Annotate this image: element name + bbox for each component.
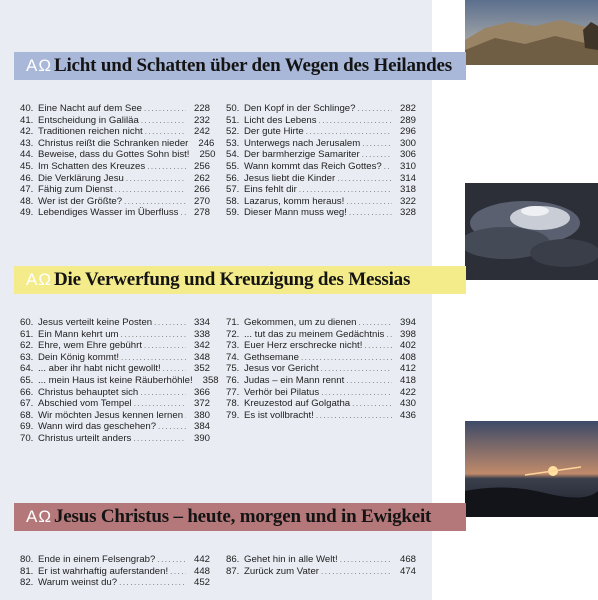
entry-number: 68.	[20, 409, 34, 421]
toc-entry	[20, 103, 226, 115]
entry-number: 67.	[20, 398, 34, 410]
dot-leader	[319, 115, 392, 127]
entry-page: 296	[399, 126, 416, 138]
entry-number: 42.	[20, 126, 34, 138]
entry-number: 80.	[20, 554, 34, 565]
toc-entry	[20, 184, 226, 196]
dot-leader	[133, 433, 186, 445]
toc-entry	[20, 161, 226, 173]
entry-number: 40.	[20, 103, 34, 114]
entry-page: 372	[193, 398, 210, 410]
toc-entry	[20, 115, 226, 127]
entry-title: Dieser Mann muss weg!	[244, 207, 347, 219]
dot-leader	[119, 577, 186, 589]
section-title: Licht und Schatten über den Wegen des Heilandes	[54, 55, 452, 76]
dot-leader	[346, 196, 392, 208]
alpha-omega-icon: AΩ	[26, 507, 53, 526]
toc-entry	[226, 149, 432, 161]
toc-entry	[226, 138, 432, 150]
entry-title: Kreuzestod auf Golgatha	[244, 398, 351, 410]
entry-title: Beweise, dass du Gottes Sohn bist!	[38, 149, 190, 161]
entry-number: 81.	[20, 565, 34, 577]
entry-page: 412	[399, 363, 416, 375]
dot-leader	[121, 329, 186, 341]
toc-entry	[20, 138, 226, 150]
entry-page: 318	[399, 184, 416, 196]
entry-page: 398	[399, 328, 416, 340]
dot-leader	[306, 126, 392, 138]
entry-page: 390	[193, 432, 210, 444]
entry-title: Jesus liebt die Kinder	[244, 172, 336, 184]
section-title: Jesus Christus – heute, morgen und in Ewigkeit	[54, 506, 432, 527]
entry-number: 59.	[226, 207, 240, 219]
dot-leader	[141, 115, 186, 127]
entry-title: Judas – ein Mann rennt	[244, 374, 345, 386]
dot-leader	[321, 566, 392, 578]
dot-leader	[299, 184, 392, 196]
toc-block-2	[20, 317, 432, 445]
entry-number: 57.	[226, 184, 240, 196]
entry-number: 76.	[226, 374, 240, 386]
toc-column-left	[20, 317, 226, 445]
section-banner-2	[14, 266, 466, 294]
section-banner-3	[14, 503, 466, 531]
entry-title: Lazarus, komm heraus!	[244, 195, 345, 207]
entry-number: 48.	[20, 195, 34, 207]
toc-entry	[226, 329, 432, 341]
entry-title: Gekommen, um zu dienen	[244, 317, 357, 328]
dot-leader	[115, 184, 186, 196]
dot-leader	[126, 173, 186, 185]
entry-title: Licht des Lebens	[244, 114, 317, 126]
entry-page: 242	[193, 126, 210, 138]
dot-leader	[362, 138, 392, 150]
entry-number: 86.	[226, 554, 240, 565]
entry-number: 66.	[20, 386, 34, 398]
entry-title: Den Kopf in der Schlinge?	[244, 103, 356, 114]
entry-title: Traditionen reichen nicht	[38, 126, 143, 138]
entry-title: Der barmherzige Samariter	[244, 149, 360, 161]
entry-page: 232	[193, 114, 210, 126]
section-title: Die Verwerfung und Kreuzigung des Messias	[54, 269, 411, 290]
dot-leader	[147, 161, 186, 173]
sunset-sea-photo	[465, 421, 598, 517]
entry-title: Dein König kommt!	[38, 351, 120, 363]
entry-number: 61.	[20, 328, 34, 340]
entry-page: 300	[399, 137, 416, 149]
entry-title: Christus urteilt anders	[38, 432, 132, 444]
entry-page: 334	[193, 317, 210, 328]
entry-page: 342	[193, 340, 210, 352]
entry-number: 70.	[20, 432, 34, 444]
entry-title: ... aber ihr habt nicht gewollt!	[38, 363, 161, 375]
toc-entry	[226, 115, 432, 127]
entry-page: 328	[399, 207, 416, 219]
entry-title: Christus reißt die Schranken nieder	[38, 137, 189, 149]
entry-number: 50.	[226, 103, 240, 114]
toc-entry	[20, 340, 226, 352]
entry-page: 430	[399, 398, 416, 410]
entry-title: Eins fehlt dir	[244, 184, 297, 196]
desert-hills-photo	[465, 0, 598, 65]
toc-entry	[20, 196, 226, 208]
dot-leader	[144, 103, 186, 115]
entry-number: 44.	[20, 149, 34, 161]
dot-leader	[337, 173, 392, 185]
entry-title: Jesus verteilt keine Posten	[38, 317, 153, 328]
dot-leader	[185, 410, 186, 422]
toc-entry	[226, 554, 432, 566]
entry-page: 474	[399, 565, 416, 577]
entry-number: 64.	[20, 363, 34, 375]
toc-entry	[20, 387, 226, 399]
entry-page: 322	[399, 195, 416, 207]
dot-leader	[364, 340, 392, 352]
entry-page: 358	[202, 374, 219, 386]
entry-page: 282	[399, 103, 416, 114]
entry-page: 422	[399, 386, 416, 398]
entry-page: 366	[193, 386, 210, 398]
toc-entry	[226, 398, 432, 410]
toc-entry	[20, 149, 226, 161]
entry-title: Wer ist der Größte?	[38, 195, 123, 207]
toc-entry	[226, 363, 432, 375]
entry-title: Der gute Hirte	[244, 126, 304, 138]
toc-column-right	[226, 554, 432, 589]
entry-number: 78.	[226, 398, 240, 410]
dot-leader	[301, 352, 392, 364]
entry-title: Verhör bei Pilatus	[244, 386, 320, 398]
alpha-omega-icon: AΩ	[26, 56, 53, 75]
entry-title: Im Schatten des Kreuzes	[38, 160, 146, 172]
toc-entry	[20, 375, 226, 387]
entry-number: 69.	[20, 421, 34, 433]
toc-entry	[226, 184, 432, 196]
entry-title: Gethsemane	[244, 351, 299, 363]
entry-number: 56.	[226, 172, 240, 184]
toc-entry	[20, 317, 226, 329]
dot-leader	[144, 340, 186, 352]
entry-title: Es ist vollbracht!	[244, 409, 314, 421]
entry-title: Lebendiges Wasser im Überfluss	[38, 207, 179, 219]
dot-leader	[180, 207, 186, 219]
toc-entry	[226, 317, 432, 329]
toc-entry	[226, 352, 432, 364]
toc-column-left	[20, 554, 226, 589]
toc-entry	[20, 329, 226, 341]
toc-entry	[226, 410, 432, 422]
dot-leader	[362, 149, 392, 161]
entry-title: Christus behauptet sich	[38, 386, 139, 398]
entry-number: 62.	[20, 340, 34, 352]
entry-number: 54.	[226, 149, 240, 161]
dot-leader	[357, 103, 392, 115]
toc-entry	[226, 375, 432, 387]
entry-page: 442	[193, 554, 210, 565]
entry-page: 448	[193, 565, 210, 577]
entry-title: Jesus vor Gericht	[244, 363, 319, 375]
entry-number: 74.	[226, 351, 240, 363]
entry-number: 60.	[20, 317, 34, 328]
entry-number: 73.	[226, 340, 240, 352]
dot-leader	[316, 410, 392, 422]
toc-entry	[226, 173, 432, 185]
entry-page: 380	[193, 409, 210, 421]
entry-title: Zurück zum Vater	[244, 565, 319, 577]
entry-page: 289	[399, 114, 416, 126]
dot-leader	[386, 329, 392, 341]
entry-title: Fähig zum Dienst	[38, 184, 113, 196]
entry-number: 58.	[226, 195, 240, 207]
entry-page: 402	[399, 340, 416, 352]
entry-page: 278	[193, 207, 210, 219]
dot-leader	[384, 161, 392, 173]
storm-clouds-photo	[465, 183, 598, 280]
entry-number: 46.	[20, 172, 34, 184]
toc-entry	[226, 340, 432, 352]
toc-entry	[20, 433, 226, 445]
entry-page: 306	[399, 149, 416, 161]
entry-page: 228	[193, 103, 210, 114]
entry-page: 250	[199, 149, 216, 161]
entry-page: 348	[193, 351, 210, 363]
entry-title: Wann kommt das Reich Gottes?	[244, 160, 382, 172]
entry-page: 468	[399, 554, 416, 565]
entry-number: 41.	[20, 114, 34, 126]
dot-leader	[140, 387, 186, 399]
entry-number: 55.	[226, 160, 240, 172]
entry-title: Ehre, wem Ehre gebührt	[38, 340, 142, 352]
entry-page: 266	[193, 184, 210, 196]
dot-leader	[349, 207, 392, 219]
dot-leader	[359, 317, 392, 329]
toc-entry	[20, 566, 226, 578]
entry-page: 436	[399, 409, 416, 421]
dot-leader	[124, 196, 186, 208]
toc-entry	[226, 207, 432, 219]
entry-title: Wann wird das geschehen?	[38, 421, 157, 433]
toc-entry	[20, 207, 226, 219]
entry-page: 262	[193, 172, 210, 184]
entry-title: Warum weinst du?	[38, 577, 118, 589]
entry-number: 49.	[20, 207, 34, 219]
toc-entry	[226, 387, 432, 399]
entry-page: 256	[193, 160, 210, 172]
dot-leader	[134, 398, 186, 410]
section-banner-1	[14, 52, 466, 80]
entry-number: 87.	[226, 565, 240, 577]
entry-page: 418	[399, 374, 416, 386]
entry-title: Entscheidung in Galiläa	[38, 114, 139, 126]
entry-number: 82.	[20, 577, 34, 589]
alpha-omega-icon: AΩ	[26, 270, 53, 289]
toc-entry	[20, 173, 226, 185]
entry-title: Ende in einem Felsengrab?	[38, 554, 156, 565]
entry-page: 452	[193, 577, 210, 589]
entry-page: 246	[198, 137, 215, 149]
dot-leader	[321, 363, 392, 375]
entry-title: Abschied vom Tempel	[38, 398, 132, 410]
toc-entry	[20, 421, 226, 433]
dot-leader	[154, 317, 186, 329]
entry-title: Eine Nacht auf dem See	[38, 103, 142, 114]
entry-number: 72.	[226, 328, 240, 340]
toc-entry	[226, 566, 432, 578]
entry-page: 314	[399, 172, 416, 184]
entry-number: 75.	[226, 363, 240, 375]
toc-entry	[226, 161, 432, 173]
entry-title: Gehet hin in alle Welt!	[244, 554, 338, 565]
toc-column-right	[226, 103, 432, 219]
dot-leader	[352, 398, 392, 410]
entry-title: Er ist wahrhaftig auferstanden!	[38, 565, 169, 577]
entry-title: Unterwegs nach Jerusalem	[244, 137, 361, 149]
entry-page: 408	[399, 351, 416, 363]
toc-block-3	[20, 554, 432, 589]
dot-leader	[158, 421, 186, 433]
entry-number: 43.	[20, 137, 34, 149]
toc-entry	[226, 103, 432, 115]
dot-leader	[157, 554, 186, 566]
entry-number: 79.	[226, 409, 240, 421]
entry-number: 51.	[226, 114, 240, 126]
entry-number: 71.	[226, 317, 240, 328]
entry-title: ... mein Haus ist keine Räuberhöhle!	[38, 374, 193, 386]
entry-number: 47.	[20, 184, 34, 196]
toc-entry	[226, 126, 432, 138]
dot-leader	[170, 566, 186, 578]
entry-title: Ein Mann kehrt um	[38, 328, 119, 340]
entry-title: Euer Herz erschrecke nicht!	[244, 340, 363, 352]
entry-title: Wir möchten Jesus kennen lernen	[38, 409, 184, 421]
entry-page: 394	[399, 317, 416, 328]
toc-entry	[20, 410, 226, 422]
dot-leader	[346, 375, 392, 387]
toc-entry	[20, 352, 226, 364]
entry-page: 310	[399, 160, 416, 172]
toc-entry	[20, 363, 226, 375]
toc-entry	[20, 398, 226, 410]
dot-leader	[145, 126, 186, 138]
entry-number: 53.	[226, 137, 240, 149]
entry-number: 45.	[20, 160, 34, 172]
entry-number: 63.	[20, 351, 34, 363]
toc-entry	[20, 126, 226, 138]
dot-leader	[121, 352, 186, 364]
entry-page: 270	[193, 195, 210, 207]
toc-block-1	[20, 103, 432, 219]
entry-number: 52.	[226, 126, 240, 138]
entry-number: 65.	[20, 374, 34, 386]
entry-title: Die Verklärung Jesu	[38, 172, 124, 184]
entry-page: 384	[193, 421, 210, 433]
toc-column-right	[226, 317, 432, 445]
toc-entry	[20, 577, 226, 589]
entry-page: 352	[193, 363, 210, 375]
entry-page: 338	[193, 328, 210, 340]
entry-title: ... tut das zu meinem Gedächtnis	[244, 328, 385, 340]
entry-number: 77.	[226, 386, 240, 398]
dot-leader	[321, 387, 392, 399]
toc-column-left	[20, 103, 226, 219]
toc-entry	[226, 196, 432, 208]
toc-entry	[20, 554, 226, 566]
dot-leader	[340, 554, 392, 566]
dot-leader	[163, 363, 186, 375]
